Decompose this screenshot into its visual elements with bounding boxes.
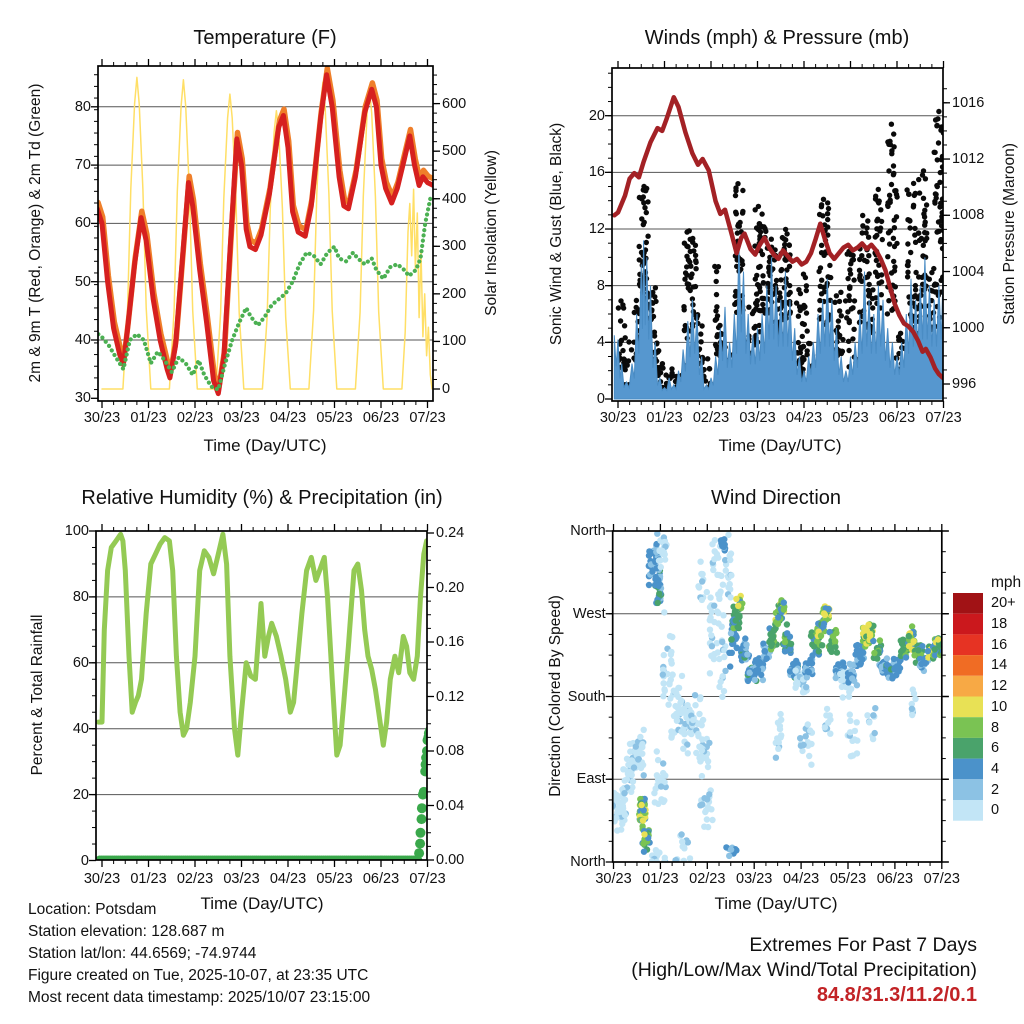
footer-location: Location: Potsdam	[28, 901, 157, 918]
humidity-plot-title: Relative Humidity (%) & Precipitation (in)	[81, 487, 443, 509]
colorbar-swatch	[953, 800, 983, 821]
y-tick-label: 1008	[952, 207, 985, 224]
colorbar-swatch	[953, 779, 983, 800]
x-tick-label: 30/23	[83, 871, 121, 887]
wind-xaxis-label: Time (Day/UTC)	[718, 436, 842, 455]
x-tick-label: 01/23	[642, 871, 679, 887]
x-tick-label: 02/23	[176, 410, 214, 426]
x-tick-label: 05/23	[316, 410, 353, 426]
colorbar-swatch	[953, 697, 983, 718]
colorbar-units-label: mph	[991, 574, 1022, 591]
colorbar-swatch	[953, 717, 983, 738]
y-tick-label: South	[567, 688, 606, 705]
x-tick-label: 07/23	[409, 410, 446, 426]
x-tick-label: 03/23	[739, 410, 776, 426]
y-tick-label: 20	[588, 107, 605, 124]
x-tick-label: 30/23	[83, 410, 121, 426]
y-tick-label: 0	[596, 391, 605, 407]
x-tick-label: 07/23	[923, 871, 960, 887]
colorbar-label: 12	[991, 678, 1008, 694]
colorbar-label: 18	[991, 616, 1008, 632]
y-tick-label: 400	[442, 190, 467, 207]
y-tick-label: North	[570, 854, 606, 870]
x-tick-label: 01/23	[646, 410, 683, 426]
y-tick-label: 600	[442, 95, 467, 112]
wind-direction-yaxis-label: Direction (Colored By Speed)	[547, 595, 564, 797]
x-tick-label: 04/23	[269, 871, 307, 887]
y-tick-label: 0.20	[436, 579, 465, 596]
y-tick-label: 0.24	[436, 525, 465, 541]
colorbar-swatch	[953, 738, 983, 759]
footer-elevation: Station elevation: 128.687 m	[28, 923, 225, 940]
y-tick-label: 30	[74, 390, 91, 407]
wind-direction-plot-title: Wind Direction	[710, 487, 842, 509]
y-tick-label: 50	[74, 273, 91, 290]
x-tick-label: 02/23	[692, 410, 730, 426]
colorbar-label: 4	[991, 761, 1000, 777]
footer-latlon: Station lat/lon: 44.6569; -74.9744	[28, 945, 257, 962]
colorbar-label: 6	[991, 740, 1000, 756]
x-tick-label: 04/23	[269, 410, 307, 426]
wind-yaxis-left-label: Sonic Wind & Gust (Blue, Black)	[548, 122, 565, 346]
temp-xaxis-label: Time (Day/UTC)	[203, 436, 327, 455]
temp-yaxis-right-label: Solar Insolation (Yellow)	[483, 150, 500, 316]
y-tick-label: 60	[74, 215, 91, 232]
y-tick-label: 200	[442, 285, 467, 302]
y-tick-label: 0	[442, 381, 451, 397]
y-tick-label: 100	[64, 523, 89, 539]
y-tick-label: West	[572, 605, 606, 622]
y-tick-label: 16	[588, 164, 605, 181]
colorbar-swatch	[953, 634, 983, 655]
x-tick-label: 03/23	[223, 410, 260, 426]
x-tick-label: 30/23	[595, 871, 632, 887]
colorbar-label: 14	[991, 657, 1008, 673]
y-tick-label: 80	[74, 98, 91, 115]
y-tick-label: 1016	[952, 94, 985, 111]
y-tick-label: 40	[74, 332, 91, 348]
temp-yaxis-left-label: 2m & 9m T (Red, Orange) & 2m Td (Green)	[27, 83, 44, 383]
colorbar-label: 2	[991, 782, 1000, 798]
colorbar-swatch	[953, 759, 983, 780]
y-tick-label: 1012	[952, 151, 985, 168]
x-tick-label: 05/23	[829, 871, 867, 887]
x-tick-label: 30/23	[599, 410, 637, 426]
y-tick-label: 8	[596, 277, 605, 294]
colorbar-label: 8	[991, 720, 1000, 736]
y-tick-label: 70	[74, 157, 91, 174]
wind-direction-xaxis-label: Time (Day/UTC)	[714, 894, 838, 913]
y-tick-label: 0.08	[436, 743, 465, 759]
wind-plot-title: Winds (mph) & Pressure (mb)	[644, 27, 910, 49]
y-tick-label: 1000	[952, 319, 985, 336]
x-tick-label: 03/23	[223, 871, 260, 887]
x-tick-label: 02/23	[176, 871, 214, 887]
extremes-values: 84.8/31.3/11.2/0.1	[816, 984, 977, 1006]
x-tick-label: 06/23	[878, 410, 916, 426]
y-tick-label: 12	[588, 221, 605, 238]
y-tick-label: 996	[952, 376, 977, 392]
x-tick-label: 07/23	[925, 410, 962, 426]
colorbar-swatch	[953, 655, 983, 676]
x-tick-label: 04/23	[785, 410, 823, 426]
x-tick-label: 05/23	[316, 871, 353, 887]
y-tick-label: 80	[72, 588, 89, 605]
humidity-xaxis-label: Time (Day/UTC)	[200, 894, 324, 913]
y-tick-label: 0	[80, 852, 89, 869]
colorbar-label: 10	[991, 699, 1008, 715]
y-tick-label: 0.04	[436, 797, 465, 814]
y-tick-label: East	[576, 771, 606, 788]
y-tick-label: 0.00	[436, 852, 465, 868]
colorbar-swatch	[953, 676, 983, 697]
x-tick-label: 05/23	[832, 410, 869, 426]
x-tick-label: 02/23	[689, 871, 726, 887]
x-tick-label: 06/23	[362, 871, 400, 887]
y-tick-label: 60	[72, 654, 89, 671]
footer-timestamp: Most recent data timestamp: 2025/10/07 23:15:00	[28, 989, 371, 1006]
x-tick-label: 06/23	[876, 871, 914, 887]
y-tick-label: North	[570, 523, 606, 539]
y-tick-label: 0.16	[436, 634, 465, 650]
y-tick-label: 300	[442, 238, 467, 255]
y-tick-label: 1004	[952, 263, 985, 280]
x-tick-label: 01/23	[130, 871, 167, 887]
y-tick-label: 40	[72, 720, 89, 737]
temp-plot-title: Temperature (F)	[193, 27, 337, 49]
y-tick-label: 100	[442, 333, 467, 350]
x-tick-label: 04/23	[782, 871, 820, 887]
footer-created: Figure created on Tue, 2025-10-07, at 23:35 UTC	[28, 967, 369, 984]
x-tick-label: 03/23	[736, 871, 773, 887]
colorbar-label: 20+	[991, 595, 1016, 611]
x-tick-label: 07/23	[409, 871, 446, 887]
x-tick-label: 01/23	[130, 410, 167, 426]
wind-yaxis-right-label: Station Pressure (Maroon)	[1001, 143, 1018, 325]
humidity-yaxis-left-label: Percent & Total Rainfall	[29, 614, 46, 776]
x-tick-label: 06/23	[362, 410, 400, 426]
extremes-title: Extremes For Past 7 Days	[749, 934, 977, 956]
extremes-subtitle: (High/Low/Max Wind/Total Precipitation)	[631, 959, 977, 981]
colorbar-label: 16	[991, 637, 1008, 653]
colorbar-swatch	[953, 614, 983, 635]
y-tick-label: 500	[442, 143, 467, 160]
colorbar-label: 0	[991, 802, 1000, 818]
y-tick-label: 0.12	[436, 688, 465, 705]
y-tick-label: 4	[596, 334, 605, 351]
colorbar-swatch	[953, 593, 983, 614]
y-tick-label: 20	[72, 786, 89, 803]
